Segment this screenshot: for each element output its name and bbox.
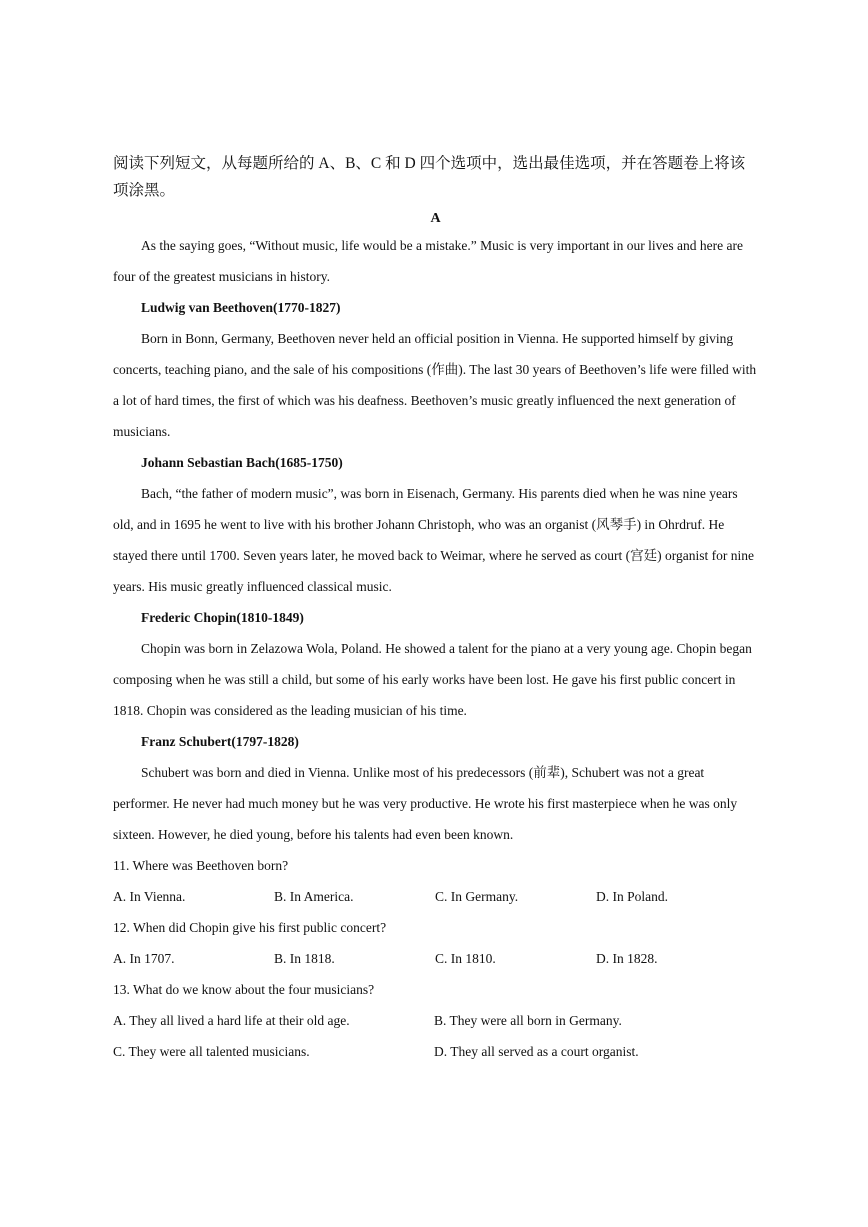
question-stem: 13. What do we know about the four musicians? (113, 982, 375, 997)
option-row (113, 881, 758, 912)
option-b[interactable]: B. In 1818. (274, 951, 335, 966)
option-a[interactable]: A. In 1707. (113, 951, 175, 966)
option-a[interactable]: A. They all lived a hard life at their old age. (113, 1013, 350, 1028)
musician-text-chopin: Chopin was born in Zelazowa Wola, Poland. He showed a talent for the piano at a very young age. Chopin began composing when he was still a child, but some of his early works have been lost. He gave his first public concert in 1818. Chopin was considered as the leading musician of his time. (113, 641, 752, 718)
musician-text-beethoven: Born in Bonn, Germany, Beethoven never held an official position in Vienna. He supported himself by giving concerts, teaching piano, and the sale of his compositions (作曲). The last 30 years of Beethoven’s life were filled with a lot of hard times, the first of which was his deafness. Beethoven’s music greatly influenced the next generation of musicians. (113, 331, 757, 439)
option-b[interactable]: B. They were all born in Germany. (434, 1013, 622, 1028)
intro-paragraph: As the saying goes, “Without music, life would be a mistake.” Music is very important in our lives and here are four of the greatest musicians in history. (113, 238, 743, 284)
question-stem: 12. When did Chopin give his first public concert? (113, 920, 387, 935)
option-row (113, 1005, 758, 1036)
question-12 (113, 912, 758, 974)
exam-page (113, 150, 758, 1067)
question-11 (113, 850, 758, 912)
option-c[interactable]: C. They were all talented musicians. (113, 1044, 310, 1059)
musician-text-bach: Bach, “the father of modern music”, was born in Eisenach, Germany. His parents died when he was nine years old, and in 1695 he went to live with his brother Johann Christoph, who was an organist (风琴手) in Ohrdruf. He stayed there until 1700. Seven years later, he moved back to Weimar, where he served as court (宫廷) organist for nine years. His music greatly influenced classical music. (113, 486, 754, 594)
option-c[interactable]: C. In 1810. (435, 951, 496, 966)
option-d[interactable]: D. In 1828. (596, 951, 658, 966)
option-b[interactable]: B. In America. (274, 889, 354, 904)
option-d[interactable]: D. They all served as a court organist. (434, 1044, 639, 1059)
option-c[interactable]: C. In Germany. (435, 889, 519, 904)
option-a[interactable]: A. In Vienna. (113, 889, 186, 904)
question-13 (113, 974, 758, 1067)
instructions: 阅读下列短文，从每题所给的 A、B、C 和 D 四个选项中，选出最佳选项，并在答题卷上将该项涂黑。 (113, 155, 746, 199)
musician-heading-beethoven: Ludwig van Beethoven(1770-1827) (141, 300, 341, 315)
option-d[interactable]: D. In Poland. (596, 889, 668, 904)
section-label: A (430, 211, 441, 226)
musician-heading-schubert: Franz Schubert(1797-1828) (141, 734, 299, 749)
question-stem: 11. Where was Beethoven born? (113, 858, 289, 873)
option-row (113, 943, 758, 974)
musician-heading-chopin: Frederic Chopin(1810-1849) (141, 610, 304, 625)
musician-text-schubert: Schubert was born and died in Vienna. Unlike most of his predecessors (前辈), Schubert was not a great performer. He never had much money but he was very productive. He wrote his first masterpiece when he was only sixteen. However, he died young, before his talents had even been known. (113, 765, 738, 842)
musician-heading-bach: Johann Sebastian Bach(1685-1750) (141, 455, 343, 470)
option-row (113, 1036, 758, 1067)
